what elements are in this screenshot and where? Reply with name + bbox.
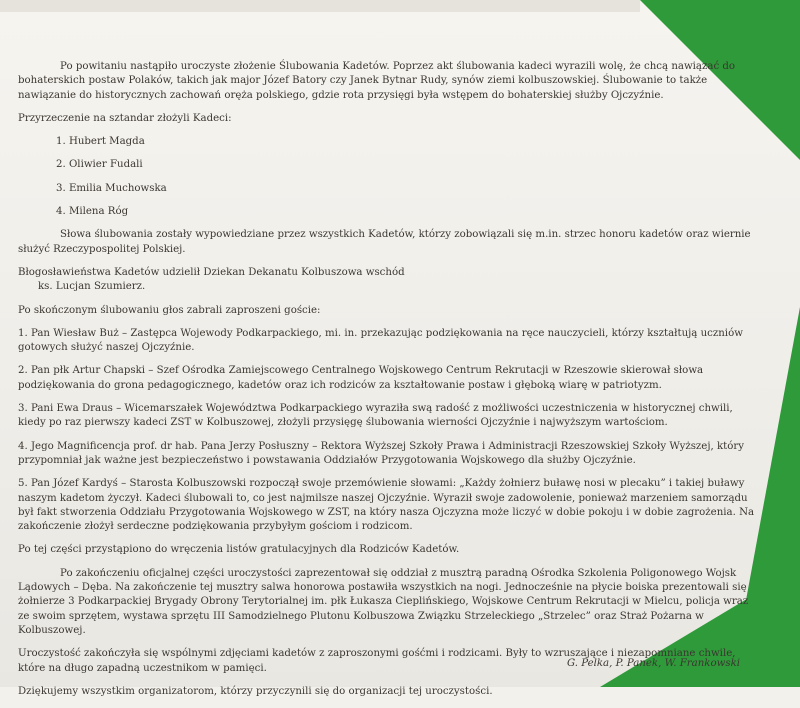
blessing-line: Błogosławieństwa Kadetów udzielił Dziekan Dekanatu Kolbuszowa wschód <box>18 266 405 278</box>
paragraph-guests-intro: Po skończonym ślubowaniu głos zabrali zaproszeni goście: <box>18 304 321 316</box>
cadet-item: 3. Emilia Muchowska <box>56 182 167 194</box>
paragraph-blessing <box>18 266 758 295</box>
cadet-item: 4. Milena Róg <box>56 206 129 218</box>
article-body <box>18 60 758 708</box>
guest-speech-1: 1. Pan Wiesław Buż – Zastępca Wojewody Podkarpackiego, mi. in. przekazując podziękowania na ręce nauczycieli, którzy kształtują uczniów gotowych służyć naszej Ojczyźnie. <box>18 327 743 354</box>
guest-speech-2: 2. Pan płk Artur Chapski – Szef Ośrodka Zamiejscowego Centralnego Wojskowego Centrum Rekrutacji w Rzeszowie skierował słowa podziękowania do grona pedagogicznego, kadetów oraz ich rodziców za kształtowanie postaw i głęboką wiarę w patriotyzm. <box>18 365 704 391</box>
authors-signature: G. Pelka, P. Panek, W. Frankowski <box>566 658 740 669</box>
paragraph-banner-pledge: Przyrzeczenie na sztandar złożyli Kadeci: <box>18 112 232 124</box>
guest-speech-3: 3. Pani Ewa Draus – Wicemarszałek Województwa Podkarpackiego wyraziła swą radość z możliwości uczestniczenia w historycznej chwili, kiedy po raz pierwszy kadeci ZST w Kolbuszowej, złożyli przysięgę ślubowania wierności Ojczyźnie i najwyższym wartościom. <box>18 403 733 429</box>
guest-speech-5: 5. Pan Józef Kardyś – Starosta Kolbuszowski rozpoczął swoje przemówienie słowami: „Każdy żołnierz buławę nosi w plecaku” i takiej buławy naszym kadetom życzył. Kadeci ślubowali to, co jest najmilsze naszej Ojczyźnie. Wyraził swoje zadowolenie, ponieważ marzeniem samorządu był fakt stworzenia Oddziału Przygotowania Wojskowego w ZST, na który nasza Ojczyzna może liczyć w dobie pokoju i w dobie zagrożenia. Na zakończenie złożył serdeczne podziękowania przybyłym gościom i rodzicom. <box>18 478 755 533</box>
paragraph-letters: Po tej części przystąpiono do wręczenia listów gratulacyjnych dla Rodziców Kadetów. <box>18 544 460 556</box>
cadet-item: 1. Hubert Magda <box>56 136 145 148</box>
paragraph-oath-intro: Po powitaniu nastąpiło uroczyste złożenie Ślubowania Kadetów. Poprzez akt ślubowania kadeci wyrazili wolę, że chcą nawiązać do bohaterskich postaw Polaków, takich jak major Józef Batory czy Janek Bytnar Rudy, synów ziemi kolbuszowskiej. Ślubowanie to także nawiązanie do historycznych zachowań oręża polskiego, gdzie rota przysięgi była wstępem do bohaterskiej służby Ojczyźnie. <box>18 61 736 101</box>
top-strip <box>0 0 640 12</box>
cadet-item: 2. Oliwier Fudali <box>56 159 143 171</box>
paragraph-thanks: Dziękujemy wszystkim organizatorom, którzy przyczynili się do organizacji tej uroczystości. <box>18 685 493 697</box>
paragraph-drill: Po zakończeniu oficjalnej części uroczystości zaprezentował się oddział z musztrą paradną Ośrodka Szkolenia Poligonowego Wojsk Lądowych – Dęba. Na zakończenie tej musztry salwa honorowa postawiła wszystkich na nogi. Jednocześnie na płycie boiska prezentowali się żołnierze 3 Podkarpackiej Brygady Obrony Terytorialnej im. płk Łukasza Cieplińskiego, Wojskowe Centrum Rekrutacji w Mielcu, policja wraz ze swoim sprzętem, wystawa sprzętu III Samodzielnego Plutonu Kolbuszowa Związku Strzeleckiego „Strzelec” oraz Straż Pożarna w Kolbuszowej. <box>18 567 749 636</box>
paragraph-oath-words: Słowa ślubowania zostały wypowiedziane przez wszystkich Kadetów, którzy zobowiązali się m.in. strzec honoru kadetów oraz wiernie służyć Rzeczypospolitej Polskiej. <box>18 229 751 255</box>
cadet-list <box>18 135 758 219</box>
paragraph-closing-photos: Uroczystość zakończyła się wspólnymi zdjęciami kadetów z zaproszonymi gośćmi i rodzicami. Były to wzruszające i niezapomniane chwile, które na długo zapadną uczestnikom w pamięci. <box>18 648 736 674</box>
blessing-priest: ks. Lucjan Szumierz. <box>38 281 146 293</box>
guest-speech-4: 4. Jego Magnificencja prof. dr hab. Pana Jerzy Posłuszny – Rektora Wyższej Szkoły Prawa i Administracji Rzeszowskiej Szkoły Wyższej, który przypomniał jak ważne jest bezpieczeństwo i powstawania Oddziałów Przygotowania Wojskowego dla służby Ojczyźnie. <box>18 440 744 466</box>
